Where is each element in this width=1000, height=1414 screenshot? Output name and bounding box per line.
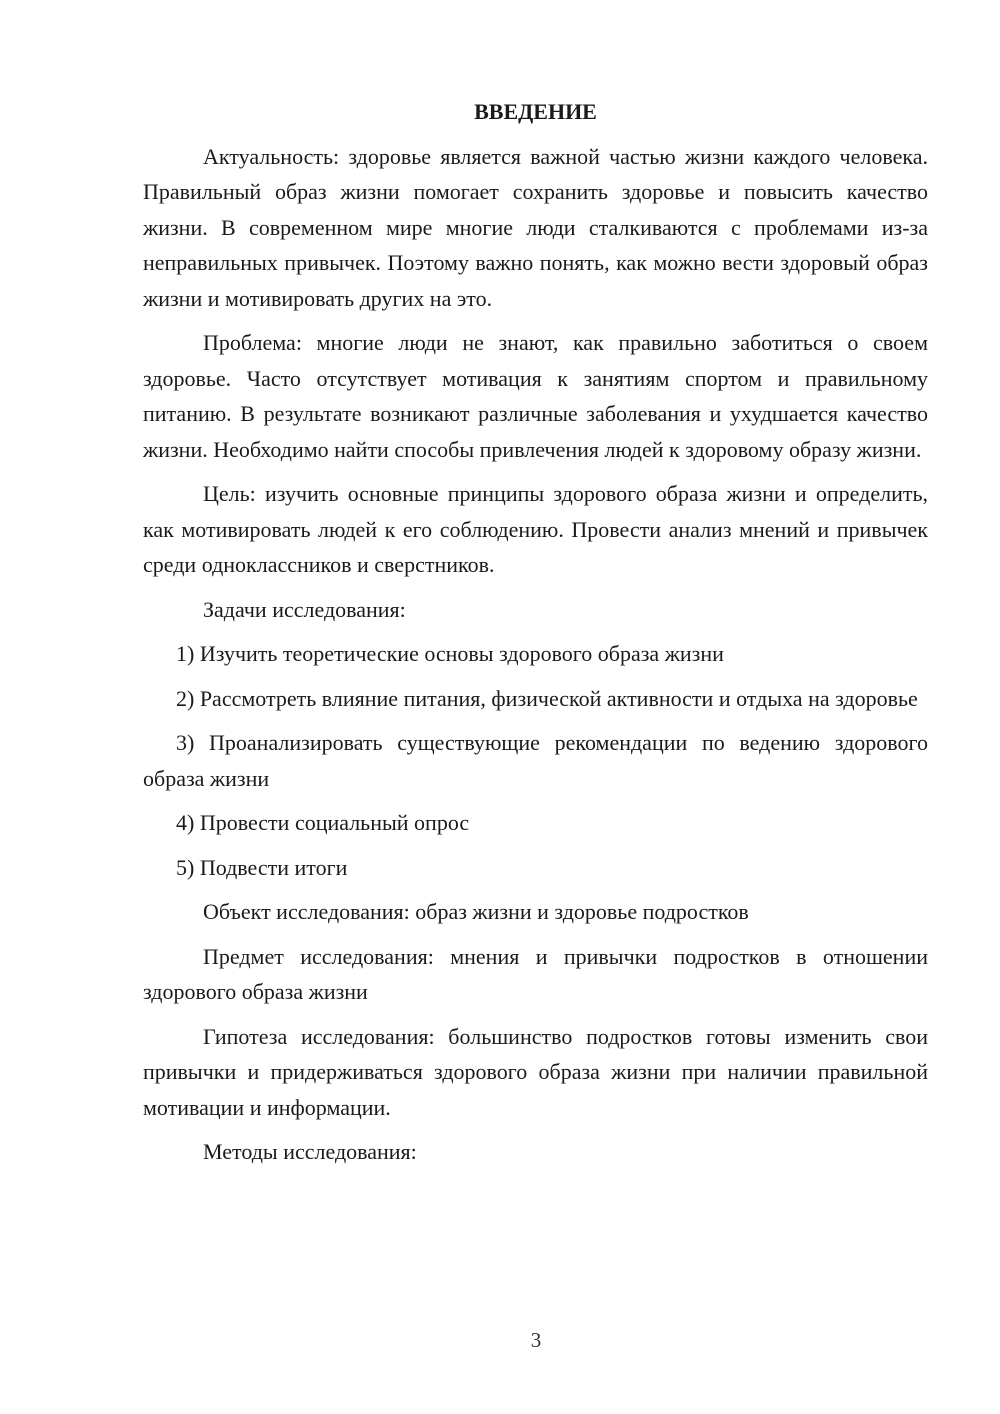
paragraph-goal: Цель: изучить основные принципы здорового образа жизни и определить, как мотивировать людей к его соблюдению. Провести анализ мнений и привычек среди одноклассников и сверстников. [143, 481, 928, 577]
task-item-3: 3) Проанализировать существующие рекомендации по ведению здорового образа жизни [143, 730, 928, 791]
paragraph-tasks-heading: Задачи исследования: [203, 596, 406, 622]
task-item-5: 5) Подвести итоги [176, 854, 348, 880]
page-number: 3 [530, 1328, 542, 1352]
section-title: ВВЕДЕНИЕ [474, 99, 597, 124]
paragraph-problem: Проблема: многие люди не знают, как правильно заботиться о своем здоровье. Часто отсутствует мотивация к занятиям спортом и правильному питанию. В результате возникают различные заболевания и ухудшается качество жизни. Необходимо найти способы привлечения людей к здоровому образу жизни. [143, 330, 928, 462]
paragraph-relevance: Актуальность: здоровье является важной частью жизни каждого человека. Правильный образ жизни помогает сохранить здоровье и повысить качество жизни. В современном мире многие люди сталкиваются с проблемами из-за неправильных привычек. Поэтому важно понять, как можно вести здоровый образ жизни и мотивировать других на это. [143, 143, 928, 311]
paragraph-hypothesis: Гипотеза исследования: большинство подростков готовы изменить свои привычки и придерживаться здорового образа жизни при наличии правильной мотивации и информации. [143, 1023, 928, 1120]
paragraph-object: Объект исследования: образ жизни и здоровье подростков [203, 899, 749, 924]
paragraph-subject: Предмет исследования: мнения и привычки подростков в отношении здорового образа жизни [143, 943, 928, 1004]
task-item-1: 1) Изучить теоретические основы здорового образа жизни [176, 641, 724, 666]
task-item-4: 4) Провести социальный опрос [176, 810, 470, 835]
paragraph-methods: Методы исследования: [203, 1139, 417, 1164]
page-content [143, 94, 928, 1179]
task-item-2: 2) Рассмотреть влияние питания, физической активности и отдыха на здоровье [176, 685, 918, 711]
